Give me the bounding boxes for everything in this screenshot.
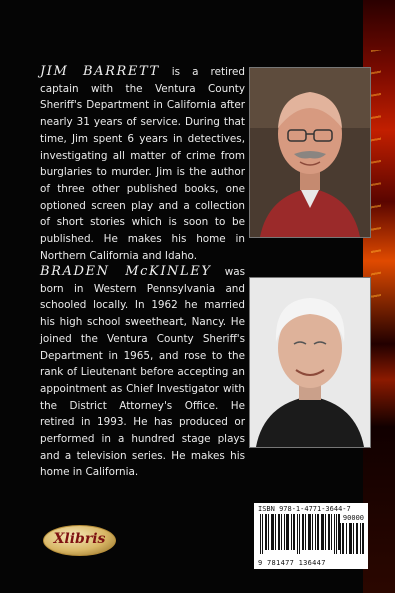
- portrait-braden-mckinley-image: [250, 278, 370, 447]
- author-bio-jim-barrett: [40, 64, 245, 264]
- price-barcode-icon: [340, 523, 364, 554]
- author-name-braden-mckinley: BRADEN McKINLEY: [40, 264, 212, 279]
- price-code: 90000: [342, 514, 364, 522]
- xlibris-logo-text: Xlibris: [53, 531, 106, 547]
- xlibris-publisher-logo: [43, 525, 116, 556]
- author-bio-braden-mckinley: [40, 264, 245, 481]
- barcode-bars-icon: [260, 514, 340, 554]
- author-bio-text-jim-barrett: is a retired captain with the Ventura County Sheriff's Department in California after nearly 31 years of service. During that time, Jim spent 6 years in detectives, investigating all matter of crime from burglaries to murder. Jim is the author of three other published books, one optioned screen play and a collection of short stories which is soon to be published. He makes his home in Northern California and Idaho.: [40, 66, 245, 262]
- author-name-jim-barrett: JIM BARRETT: [40, 64, 160, 79]
- author-photo-jim-barrett: [249, 67, 371, 238]
- barcode-digits: 9 781477 136447: [258, 559, 326, 567]
- portrait-jim-barrett-image: [250, 68, 370, 237]
- isbn-number: ISBN 978-1-4771-3644-7: [258, 505, 351, 513]
- isbn-barcode: [254, 503, 368, 569]
- author-bio-text-braden-mckinley: was born in Western Pennsylvania and schooled locally. In 1962 he married his high school sweetheart, Nancy. He joined the Ventura County Sheriff's Department in 1965, and rose to the rank of Lieutenant before accepting an appointment as Chief Investigator with the District Attorney's Office. He retired in 1993. He has produced or performed in a hundred stage plays and a television series. He makes his home in California.: [40, 266, 245, 479]
- author-photo-braden-mckinley: [249, 277, 371, 448]
